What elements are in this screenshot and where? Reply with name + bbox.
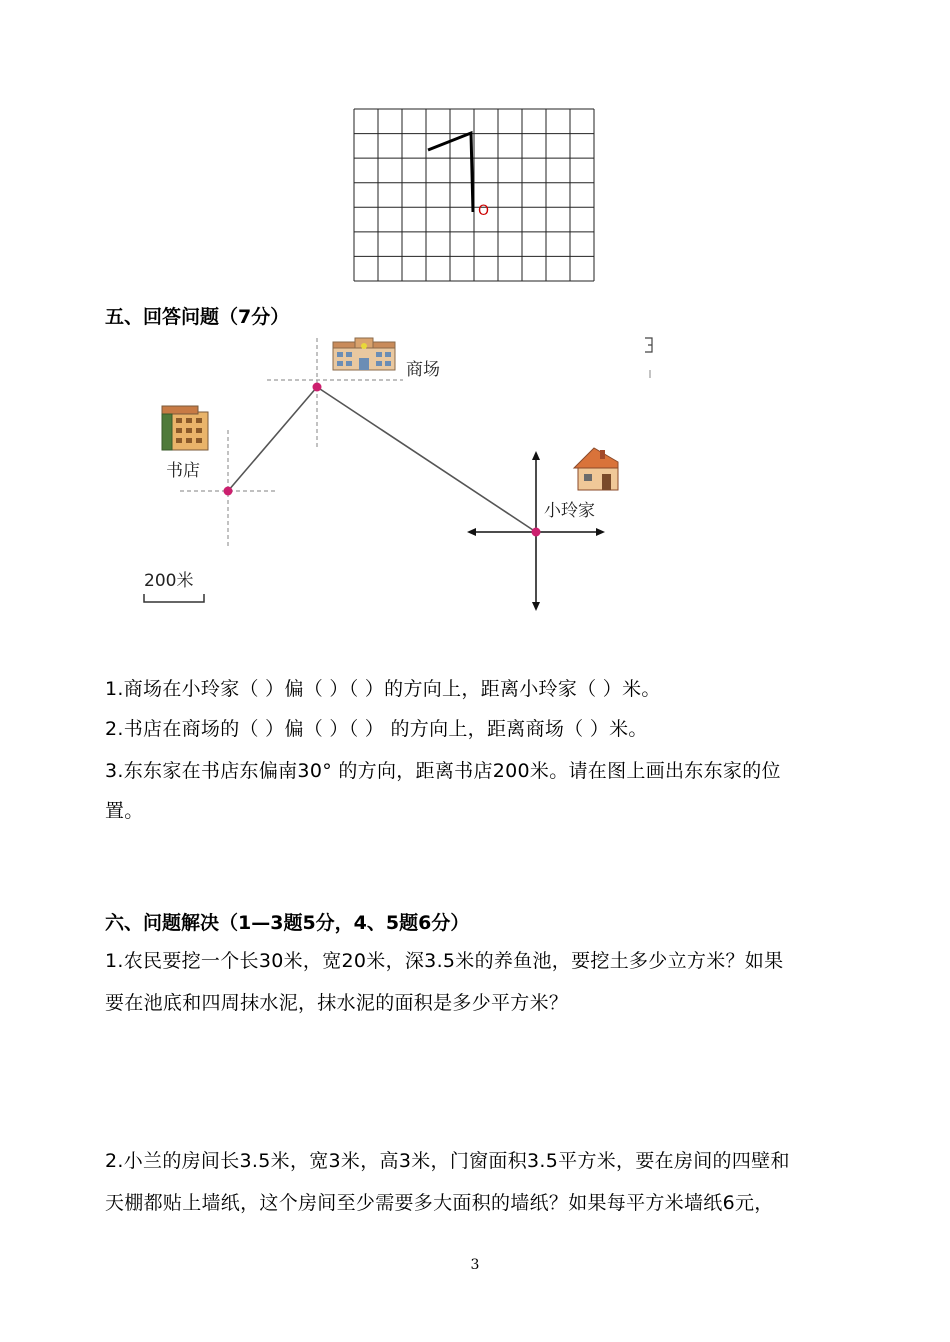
- home-house-icon: [574, 448, 618, 490]
- s5-question-3-cont: 置。: [105, 800, 144, 822]
- s6-q2-line-1: 2.小兰的房间长3.5米，宽3米，高3米，门窗面积3.5平方米，要在房间的四壁和: [105, 1150, 790, 1172]
- home-label: 小玲家: [544, 501, 595, 521]
- mall-point: [313, 383, 322, 392]
- direction-map: [130, 330, 660, 620]
- s6-q1-line-1: 1.农民要挖一个长30米，宽20米，深3.5米的养鱼池，要挖土多少立方米？如果: [105, 950, 784, 972]
- s6-q1-line-2: 要在池底和四周抹水泥，抹水泥的面积是多少平方米？: [105, 992, 569, 1014]
- bookstore-point: [224, 487, 233, 496]
- grid-point-label: O: [478, 203, 490, 219]
- s5-question-1: 1.商场在小玲家（ ）偏（ ）（ ）的方向上，距离小玲家（ ）米。: [105, 678, 661, 700]
- bookstore-building-icon: [162, 406, 208, 450]
- s5-question-3: 3.东东家在书店东偏南30° 的方向，距离书店200米。请在图上画出东东家的位: [105, 760, 781, 782]
- page-number: 3: [470, 1257, 480, 1273]
- mall-building-icon: [333, 338, 395, 370]
- scale-bar: [144, 594, 204, 602]
- s6-q2-line-2: 天棚都贴上墙纸，这个房间至少需要多大面积的墙纸？如果每平方米墙纸6元，: [105, 1192, 774, 1214]
- mall-label: 商场: [406, 360, 440, 380]
- section5-heading: 五、回答问题（7分）: [105, 306, 290, 328]
- grid-figure: [353, 108, 595, 282]
- bookstore-label: 书店: [166, 461, 200, 481]
- stray-mark: [645, 338, 652, 352]
- home-point: [532, 528, 541, 537]
- s5-question-2: 2.书店在商场的（ ）偏（ ）（ ） 的方向上，距离商场（ ）米。: [105, 718, 648, 740]
- scale-label: 200米: [144, 571, 194, 591]
- section6-heading: 六、问题解决（1—3题5分，4、5题6分）: [105, 912, 470, 934]
- route-line: [228, 387, 536, 532]
